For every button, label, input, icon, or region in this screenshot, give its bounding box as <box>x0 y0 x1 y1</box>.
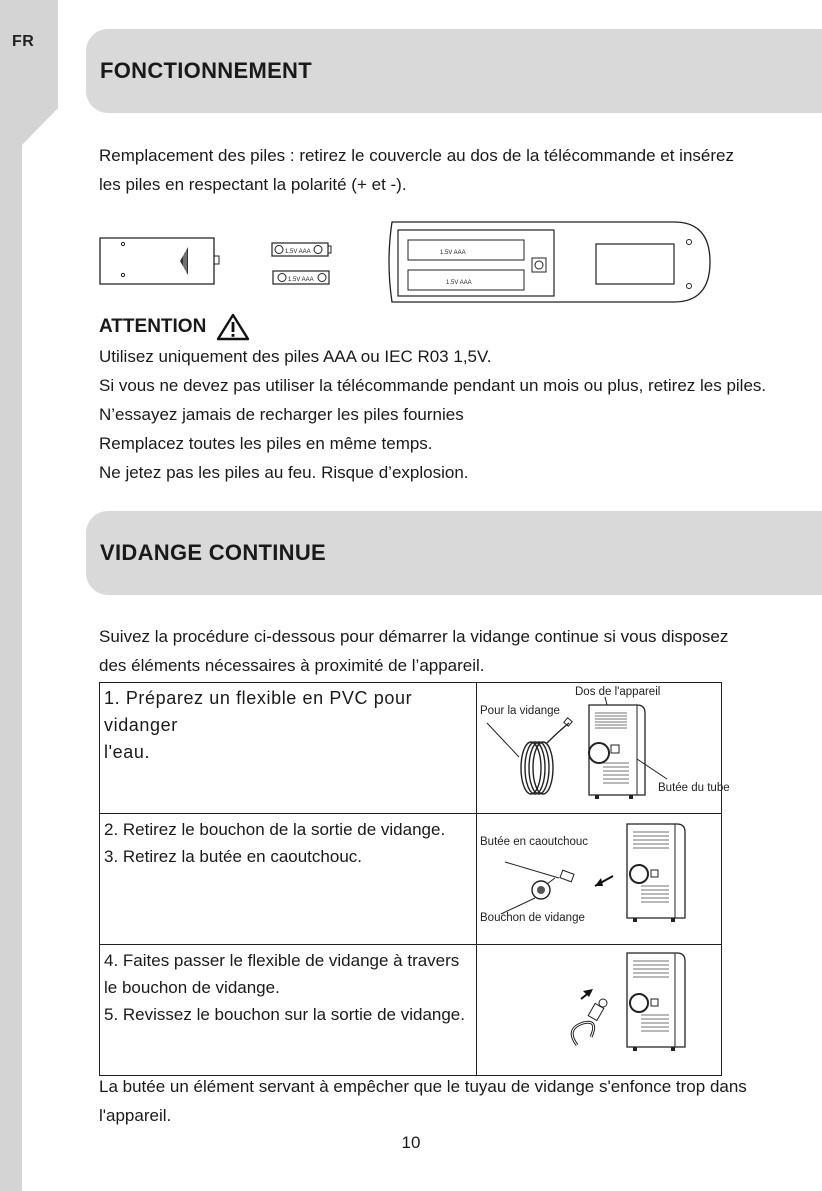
side-tab <box>0 0 58 1191</box>
table-row <box>100 814 722 945</box>
section-banner-vidange <box>86 511 822 595</box>
section-title: VIDANGE CONTINUE <box>100 540 327 565</box>
step-text: 2. Retirez le bouchon de la sortie de vidange. 3. Retirez la butée en caoutchouc. <box>100 814 477 945</box>
remote-control-illustration <box>384 214 716 310</box>
page-number: 10 <box>401 1133 421 1152</box>
hose-and-unit-drawing <box>477 683 729 809</box>
battery-cover-illustration <box>96 233 226 289</box>
step-illustration: Dos de l'appareil Pour la vidange Butée du tube <box>477 683 722 814</box>
svg-text:1.5V AAA: 1.5V AAA <box>440 250 466 256</box>
drain-intro: Suivez la procédure ci-dessous pour démarrer la vidange continue si vous disposez des éléments nécessaires à proximité de l’appareil. <box>99 627 729 675</box>
attention-list: Utilisez uniquement des piles AAA ou IEC R03 1,5V. Si vous ne devez pas utiliser la télécommande pendant un mois ou plus, retirez les piles. N’essayez jamais de recharger les piles fournies Remplacez toutes les piles en même temps. Ne jetez pas les piles au feu. Risque d’explosion. <box>99 347 767 482</box>
steps-table <box>99 682 730 1076</box>
language-tab: FR <box>12 33 35 50</box>
step-text: 1. Préparez un flexible en PVC pour vidanger l'eau. <box>100 683 477 814</box>
table-row <box>100 945 722 1076</box>
footer-note: La butée un élément servant à empêcher que le tuyau de vidange s'enfonce trop dans l'appareil. <box>99 1077 747 1125</box>
attention-heading: ATTENTION <box>99 313 250 341</box>
batteries-illustration <box>270 240 334 288</box>
svg-text:1.5V AAA: 1.5V AAA <box>288 277 314 283</box>
battery-intro: Remplacement des piles : retirez le couvercle au dos de la télécommande et insérez les piles en respectant la polarité (+ et -). <box>99 146 734 194</box>
svg-text:1.5V AAA: 1.5V AAA <box>446 280 472 286</box>
hose-connect-drawing <box>477 945 729 1071</box>
section-title: FONCTIONNEMENT <box>100 58 312 83</box>
step-illustration <box>477 945 722 1076</box>
section-banner-fonctionnement <box>86 29 822 113</box>
table-row <box>100 683 722 814</box>
step-text: 4. Faites passer le flexible de vidange à travers le bouchon de vidange. 5. Revissez le bouchon sur la sortie de vidange. <box>100 945 477 1076</box>
step-illustration: Butée en caoutchouc Bouchon de vidange <box>477 814 722 945</box>
svg-text:1.5V AAA: 1.5V AAA <box>285 249 311 255</box>
plug-removal-drawing <box>477 814 729 940</box>
warning-icon <box>216 313 250 341</box>
